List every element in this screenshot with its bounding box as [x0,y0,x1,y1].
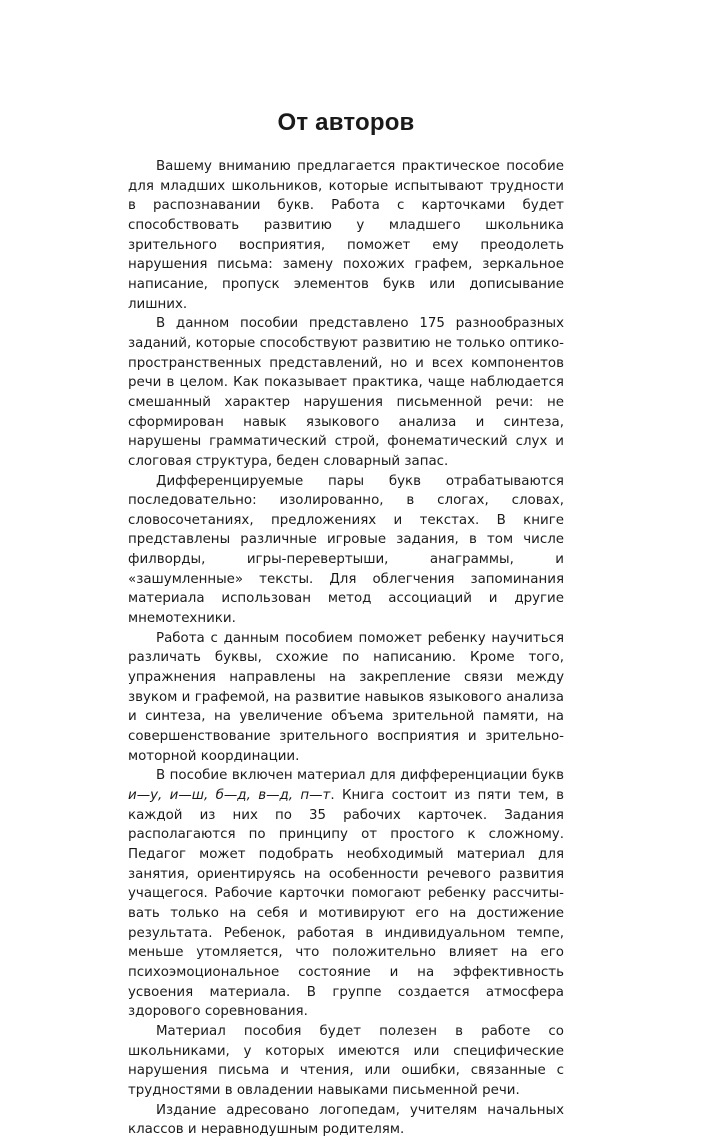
paragraph-7: Издание адресовано логопедам, учителям начальных классов и неравнодушным родителям. [128,1102,564,1138]
paragraph-5 [128,766,564,1022]
letter-pairs: и—у, и—ш, б—д, в—д, п—т [128,788,331,803]
document-body [128,157,564,1140]
page-title: От авторов [277,109,415,136]
paragraph-1: Вашему вниманию предлагается практическое пособие для младших школьников, которые испытывают трудности в распознавании букв. Работа с карточками будет способствовать развитию у младшего школьника зрительного восприятия, поможет ему преодолеть нарушения письма: замену похожих графем, зеркальное написание, пропуск элементов букв или дописывание лишних. [128,159,564,312]
paragraph-3: Дифференцируемые пары букв отрабатываются последовательно: изолированно, в слогах, словах, словосочетаниях, предложениях и текстах. В книге представлены различные игровые задания, в том числе филворды, игры-перевертыши, анаграммы, и «зашумленные» тексты. Для облегчения запоминания материала использован метод ассоциаций и другие мнемотехники. [128,473,564,627]
paragraph-4: Работа с данным пособием поможет ребенку научиться различать буквы, схожие по написанию. Кроме того, упражнения направлены на закрепление связи между звуком и графемой, на развитие навыков языкового анализа и синтеза, на увеличение объема зрительной памяти, на совершенствование зрительного восприятия и зрительно-моторной координации. [128,630,564,764]
paragraph-6: Материал пособия будет полезен в работе со школьниками, у которых имеются или специфические нарушения письма и чтения, или ошибки, связанные с трудностями в овладении навыками письменной речи. [128,1023,564,1098]
paragraph-2: В данном пособии представлено 175 разнообразных заданий, которые способствуют развитию не только оптико-пространственных представлений, но и всех компонентов речи в целом. Как показывает практика, чаще наблюдается смешанный характер нарушения письменной речи: не сформирован навык языкового анализа и синтеза, нарушены грамматический строй, фонематический слух и слоговая структура, беден словарный запас. [128,316,564,469]
paragraph-5-intro: В пособие включен материал для дифференциации букв [156,768,564,784]
paragraph-5-rest: . Книга состоит из пяти тем, в каждой из них по 35 рабочих карточек. Задания располагаются по принципу от простого к сложному. Педагог может подобрать необходимый материал для занятия, ориентируясь на особенности речевого развития учащегося. Рабочие карточки помогают ребенку рассчитывать только на себя и мотивируют его на достижение результата. Ребенок, работая в индивидуальном темпе, меньше утомляется, что положительно влияет на его психоэмоциональное состояние и на эффективность усвоения материала. В группе создается атмосфера здорового соревнования. [128,788,565,1020]
